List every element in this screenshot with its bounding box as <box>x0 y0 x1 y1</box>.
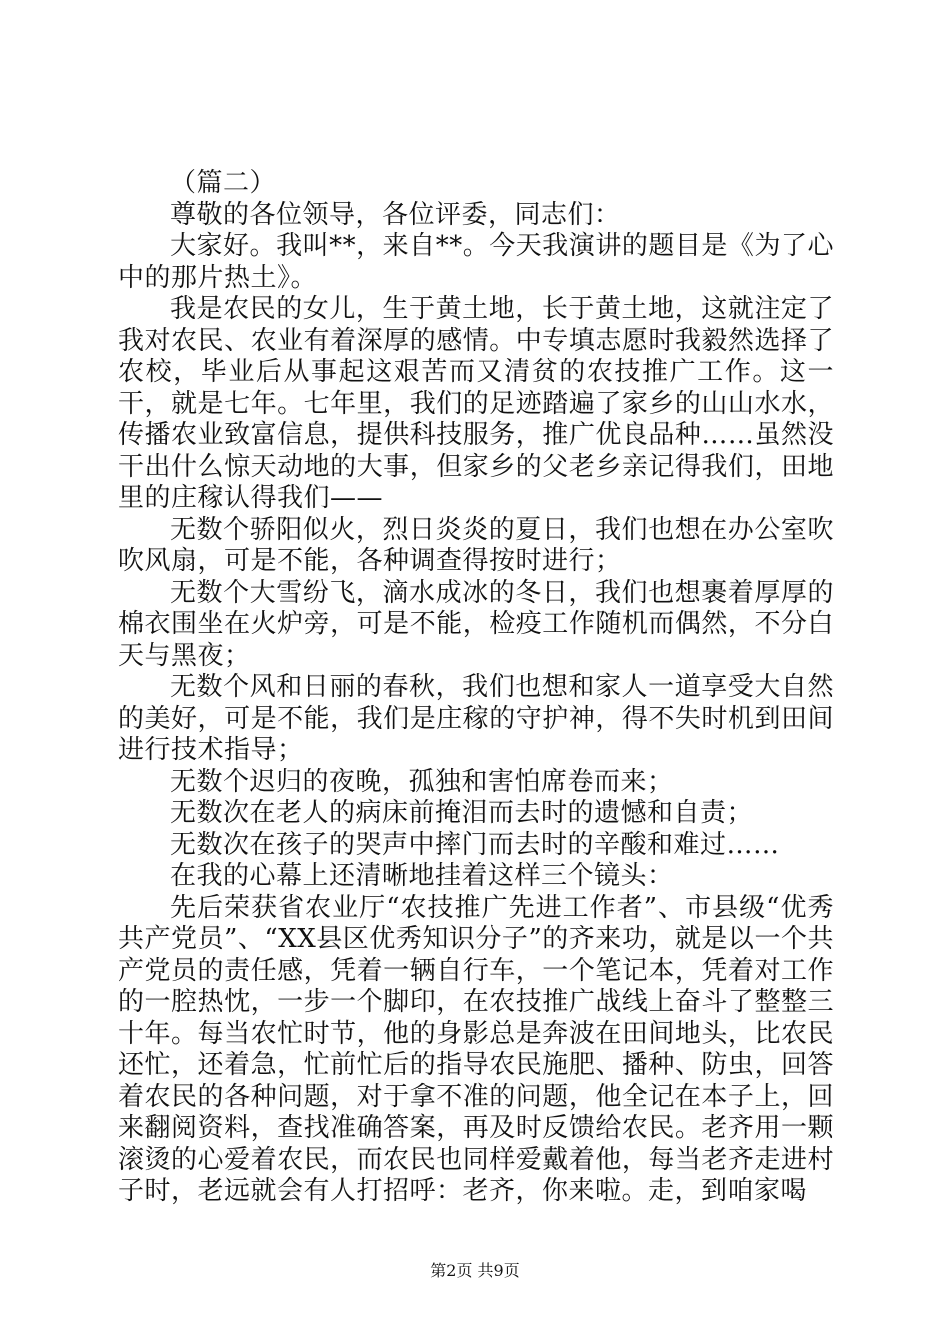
paragraph: 无数个大雪纷飞，滴水成冰的冬日，我们也想裹着厚厚的棉衣围坐在火炉旁，可是不能，检疫工作随机而偶然，不分白天与黑夜； <box>118 577 834 671</box>
paragraph: 在我的心幕上还清晰地挂着这样三个镜头： <box>170 861 674 891</box>
paragraph: 无数次在老人的病床前掩泪而去时的遗憾和自责； <box>170 798 754 828</box>
paragraph: 无数个骄阳似火，烈日炎炎的夏日，我们也想在办公室吹吹风扇，可是不能，各种调查得按时进行； <box>118 514 834 576</box>
paragraph: 无数个迟归的夜晚，孤独和害怕席卷而来； <box>170 766 674 797</box>
paragraph: 先后荣获省农业厅“农技推广先进工作者”、市县级“优秀共产党员”、“XX县区优秀知识分子”的齐来功，就是以一个共产党员的责任感，凭着一辆自行车，一个笔记本，凭着对工作的一腔热忱，一步一个脚印，在农技推广战线上奋斗了整整三十年。每当农忙时节，他的身影总是奔波在田间地头，比农民还忙，还着急，忙前忙后的指导农民施肥、播种、防虫，回答着农民的各种问题，对于拿不准的问题，他全记在本子上，回来翻阅资料，查找准确答案，再及时反馈给农民。老齐用一颗滚烫的心爱着农民，而农民也同样爱戴着他，每当老齐走进村子时，老远就会有人打招呼：老齐，你来啦。走，到咱家喝 <box>118 892 834 1206</box>
page-number-footer: 第2页 共9页 <box>430 1261 520 1280</box>
document-body <box>118 168 834 1208</box>
paragraph: 无数个风和日丽的春秋，我们也想和家人一道享受大自然的美好，可是不能，我们是庄稼的守护神，得不失时机到田间进行技术指导； <box>118 672 834 765</box>
paragraph: 我是农民的女儿，生于黄土地，长于黄土地，这就注定了我对农民、农业有着深厚的感情。中专填志愿时我毅然选择了农校，毕业后从事起这艰苦而又清贫的农技推广工作。这一干，就是七年。七年里，我们的足迹踏遍了家乡的山山水水，传播农业致富信息，提供科技服务，推广优良品种……虽然没干出什么惊天动地的大事，但家乡的父老乡亲记得我们，田地里的庄稼认得我们—— <box>118 294 834 513</box>
paragraph: 无数次在孩子的哭声中摔门而去时的辛酸和难过…… <box>170 829 780 860</box>
section-heading: （篇二） <box>170 168 277 198</box>
paragraph: 大家好。我叫**，来自**。今天我演讲的题目是《为了心中的那片热土》。 <box>118 231 834 293</box>
salutation: 尊敬的各位领导，各位评委，同志们： <box>170 199 621 230</box>
